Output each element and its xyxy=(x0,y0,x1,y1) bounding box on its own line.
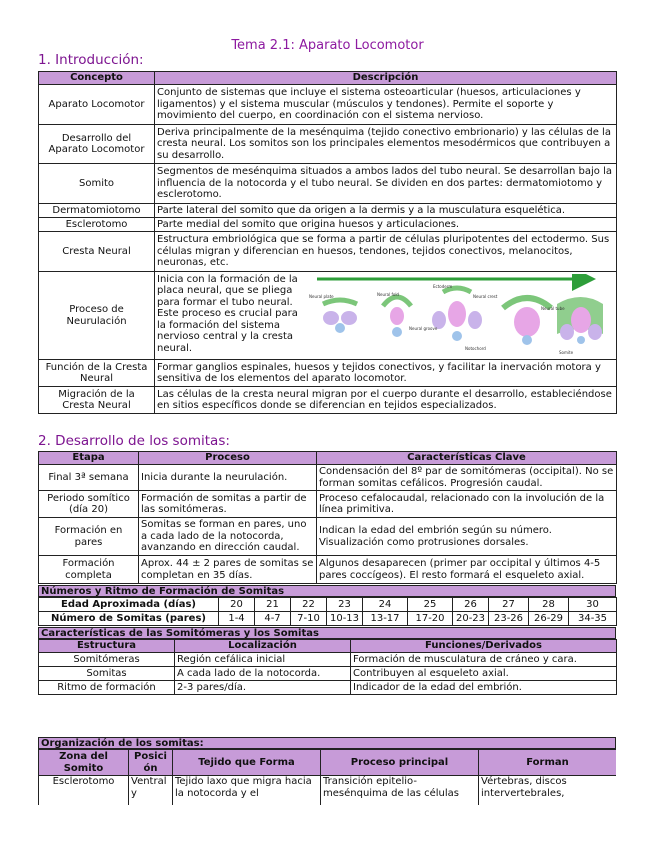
somite-shape xyxy=(323,311,339,325)
concept-cell: Aparato Locomotor xyxy=(39,85,155,125)
process-cell: Somitas se forman en pares, uno a cada lado de la notocorda, avanzando en dirección caudal. xyxy=(139,518,317,556)
somitomeres-heading: Características de las Somitómeras y los Somitas xyxy=(38,627,616,639)
count-cell: 1-4 xyxy=(219,612,255,626)
rhythm-table xyxy=(38,597,617,626)
figure-label: Neural groove xyxy=(409,325,438,331)
organization-table xyxy=(38,749,616,805)
features-cell: Proceso cefalocaudal, relacionado con la involución de la línea primitiva. xyxy=(317,491,617,518)
col-header-forms: Forman xyxy=(479,750,617,776)
somite-shape xyxy=(341,311,357,325)
description-text: Inicia con la formación de la placa neural, que se pliega para formar el tubo neural. Este proceso es crucial para la formación del sistema nervioso central y la cresta neural. xyxy=(157,273,298,354)
description-cell: Segmentos de mesénquima situados a ambos lados del tubo neural. Se desarrollan bajo la influencia de la notocorda y el tubo neural. Se dividen en dos partes: dermatomiotomo y esclerotomo. xyxy=(155,164,617,204)
count-cell: 34-35 xyxy=(569,612,617,626)
process-cell: Aprox. 44 ± 2 pares de somitas se completan en 35 días. xyxy=(139,556,317,584)
location-cell: 2-3 pares/día. xyxy=(175,681,351,695)
description-cell: Parte lateral del somito que da origen a la dermis y a la musculatura esquelética. xyxy=(155,204,617,218)
process-cell: Transición epitelio-mesénquima de las células xyxy=(321,776,479,806)
concept-cell: Proceso de Neurulación xyxy=(39,272,155,360)
count-cell: 4-7 xyxy=(255,612,291,626)
figure-label: Ectoderm xyxy=(433,283,453,289)
count-cell: 7-10 xyxy=(291,612,327,626)
features-cell: Indican la edad del embrión según su número. Visualización como protrusiones dorsales. xyxy=(317,518,617,556)
concept-cell: Somito xyxy=(39,164,155,204)
age-cell: 23 xyxy=(327,598,363,612)
functions-cell: Formación de musculatura de cráneo y cara. xyxy=(351,653,617,667)
count-row xyxy=(39,612,617,626)
concept-cell: Cresta Neural xyxy=(39,232,155,272)
age-cell: 25 xyxy=(408,598,453,612)
age-cell: 21 xyxy=(255,598,291,612)
rhythm-heading: Números y Ritmo de Formación de Somitas xyxy=(38,585,616,597)
figure-label: Neural crest xyxy=(473,293,498,299)
forms-cell: Vértebras, discos intervertebrales, xyxy=(479,776,617,806)
neural-fold-shape xyxy=(383,297,411,306)
zone-cell: Esclerotomo xyxy=(39,776,129,806)
structure-cell: Somitas xyxy=(39,667,175,681)
process-cell: Inicia durante la neurulación. xyxy=(139,465,317,491)
functions-cell: Indicador de la edad del embrión. xyxy=(351,681,617,695)
age-cell: 27 xyxy=(489,598,529,612)
neural-plate-shape xyxy=(323,300,357,304)
stage-cell: Formación en pares xyxy=(39,518,139,556)
concept-cell: Desarrollo del Aparato Locomotor xyxy=(39,125,155,164)
stage-cell: Final 3ª semana xyxy=(39,465,139,491)
col-header-concept: Concepto xyxy=(39,72,155,85)
section-2-heading: 2. Desarrollo de los somitas: xyxy=(38,433,230,449)
age-cell: 22 xyxy=(291,598,327,612)
tissue-cell: Tejido laxo que migra hacia la notocorda y el xyxy=(173,776,321,806)
col-header-description: Descripción xyxy=(155,72,617,85)
figure-label: Somite xyxy=(559,349,574,355)
figure-label: Notochord xyxy=(465,345,486,351)
notochord-shape xyxy=(577,336,585,344)
notochord-shape xyxy=(522,335,532,345)
age-cell: 28 xyxy=(529,598,569,612)
col-header-functions: Funciones/Derivados xyxy=(351,640,617,653)
col-header-zone: Zona del Somito xyxy=(39,750,129,776)
col-header-location: Localización xyxy=(175,640,351,653)
functions-cell: Contribuyen al esqueleto axial. xyxy=(351,667,617,681)
count-label: Número de Somitas (pares) xyxy=(39,612,219,626)
somite-shape xyxy=(468,311,482,329)
description-cell: Deriva principalmente de la mesénquima (tejido conectivo embrionario) y las células de la cresta neural. Los somitos son los principales elementos mesodérmicos que contribuyen a su desarrollo. xyxy=(155,125,617,164)
col-header-features: Características Clave xyxy=(317,452,617,465)
somite-shape xyxy=(560,324,574,340)
figure-label: Neural tube xyxy=(541,305,565,311)
notochord-shape xyxy=(392,327,402,337)
col-header-position: Posición xyxy=(129,750,173,776)
stage-cell: Formación completa xyxy=(39,556,139,584)
col-header-structure: Estructura xyxy=(39,640,175,653)
neural-tube-shape xyxy=(571,307,591,333)
somite-development-table xyxy=(38,451,617,584)
col-header-process: Proceso principal xyxy=(321,750,479,776)
count-cell: 10-13 xyxy=(327,612,363,626)
count-cell: 26-29 xyxy=(529,612,569,626)
structure-cell: Somitómeras xyxy=(39,653,175,667)
col-header-tissue: Tejido que Forma xyxy=(173,750,321,776)
figure-label: Neural fold xyxy=(377,291,399,297)
count-cell: 13-17 xyxy=(363,612,408,626)
age-cell: 30 xyxy=(569,598,617,612)
age-cell: 26 xyxy=(453,598,489,612)
process-cell: Formación de somitas a partir de las somitómeras. xyxy=(139,491,317,518)
neural-tube-shape xyxy=(448,301,466,327)
col-header-process: Proceso xyxy=(139,452,317,465)
position-cell: Ventral y xyxy=(129,776,173,806)
organization-heading: Organización de los somitas: xyxy=(38,737,616,749)
somite-shape xyxy=(588,324,602,340)
concept-cell: Función de la Cresta Neural xyxy=(39,360,155,387)
notochord-shape xyxy=(452,331,462,341)
col-header-stage: Etapa xyxy=(39,452,139,465)
neural-groove-shape xyxy=(390,307,404,325)
somitomeres-table xyxy=(38,639,617,695)
concept-cell: Dermatomiotomo xyxy=(39,204,155,218)
age-cell: 24 xyxy=(363,598,408,612)
description-cell: Las células de la cresta neural migran por el cuerpo durante el desarrollo, estableciéndose en sitios específicos donde se diferencian en tejidos especializados. xyxy=(155,387,617,414)
features-cell: Condensación del 8º par de somitómeras (occipital). No se forman somitas cefálicos. Progresión caudal. xyxy=(317,465,617,491)
figure-label: Neural plate xyxy=(309,293,334,299)
description-cell: Parte medial del somito que origina huesos y articulaciones. xyxy=(155,218,617,232)
organization-table-clip xyxy=(38,749,616,805)
concept-cell: Migración de la Cresta Neural xyxy=(39,387,155,414)
count-cell: 17-20 xyxy=(408,612,453,626)
age-row xyxy=(39,598,617,612)
section-1-heading: 1. Introducción: xyxy=(38,52,144,68)
page-title: Tema 2.1: Aparato Locomotor xyxy=(231,38,424,53)
concept-cell: Esclerotomo xyxy=(39,218,155,232)
neural-tube-shape xyxy=(514,307,540,337)
features-cell: Algunos desaparecen (primer par occipital y últimos 4-5 pares coccígeos). El resto formará el esqueleto axial. xyxy=(317,556,617,584)
count-cell: 20-23 xyxy=(453,612,489,626)
location-cell: Región cefálica inicial xyxy=(175,653,351,667)
age-label: Edad Aproximada (días) xyxy=(39,598,219,612)
count-cell: 23-26 xyxy=(489,612,529,626)
neurulation-diagram xyxy=(305,274,605,358)
notochord-shape xyxy=(335,323,345,333)
description-cell: Estructura embriológica que se forma a partir de células pluripotentes del ectodermo. Sus células migran y diferencian en huesos, tendones, tejidos conectivos, melanocitos, neuronas, etc. xyxy=(155,232,617,272)
stage-cell: Periodo somítico (día 20) xyxy=(39,491,139,518)
age-cell: 20 xyxy=(219,598,255,612)
neurulation-cell xyxy=(155,272,617,360)
intro-table xyxy=(38,71,617,414)
location-cell: A cada lado de la notocorda. xyxy=(175,667,351,681)
structure-cell: Ritmo de formación xyxy=(39,681,175,695)
description-cell: Formar ganglios espinales, huesos y tejidos conectivos, y facilitar la inervación motora y sensitiva de los elementos del aparato locomotor. xyxy=(155,360,617,387)
description-cell: Conjunto de sistemas que incluye el sistema osteoarticular (huesos, articulaciones y ligamentos) y el sistema muscular (músculos y tendones). Permite el soporte y movimiento del cuerpo, en coordinación con el sistema nervioso. xyxy=(155,85,617,125)
